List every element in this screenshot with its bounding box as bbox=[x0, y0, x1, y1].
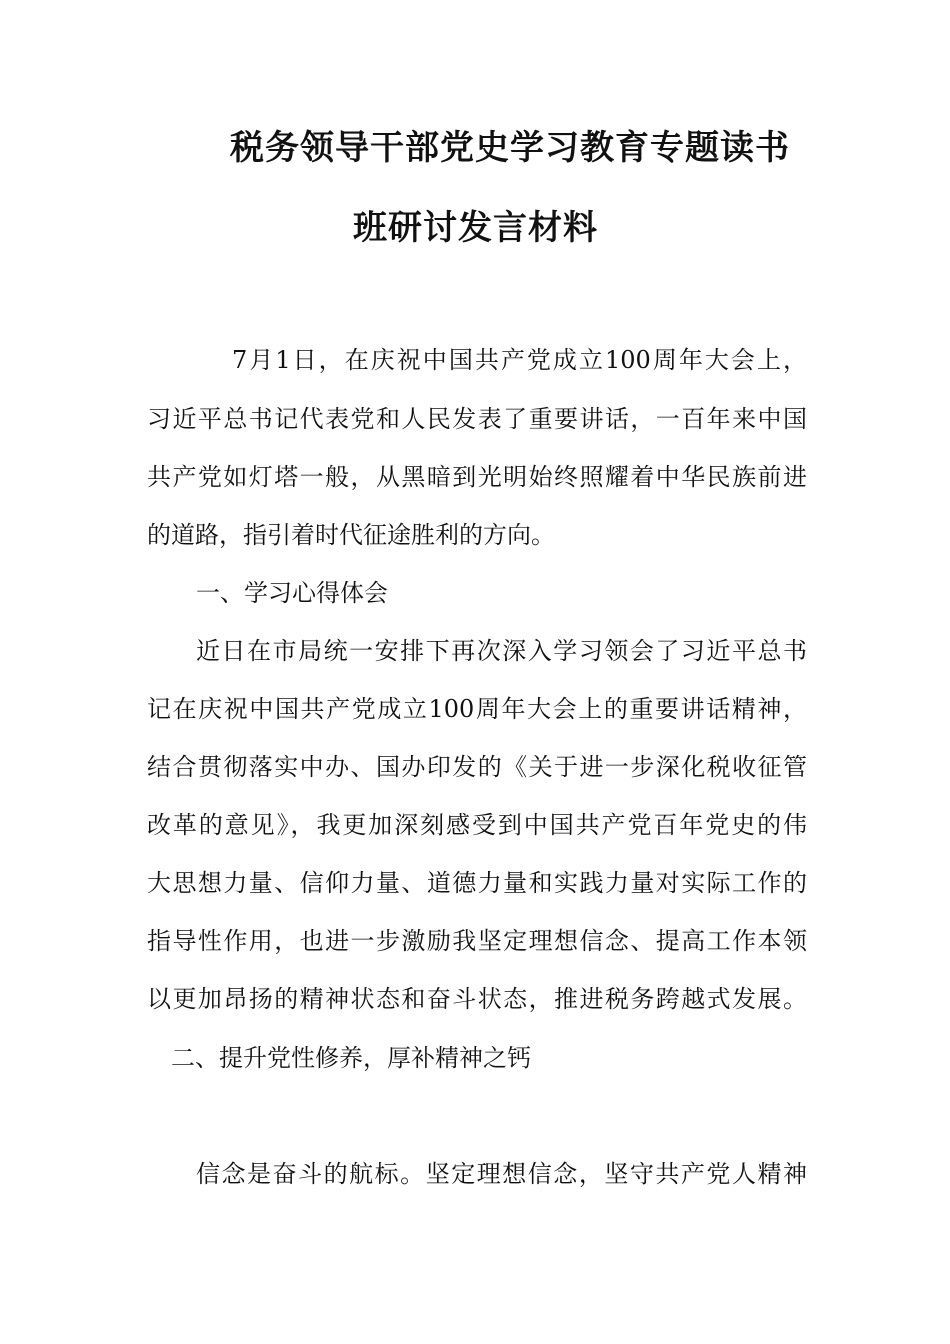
paragraph-2-line-6: 指导性作用，也进一步激励我坚定理想信念、提高工作本领 bbox=[147, 927, 807, 955]
document-title-line-2: 班研讨发言材料 bbox=[353, 208, 598, 248]
paragraph-1-line-2: 习近平总书记代表党和人民发表了重要讲话，一百年来中国 bbox=[147, 405, 807, 433]
paragraph-1-line-3: 共产党如灯塔一般，从黑暗到光明始终照耀着中华民族前进 bbox=[147, 463, 807, 491]
paragraph-2-line-3: 结合贯彻落实中办、国办印发的《关于进一步深化税收征管 bbox=[147, 753, 807, 781]
paragraph-2-line-1: 近日在市局统一安排下再次深入学习领会了习近平总书 bbox=[196, 637, 807, 665]
paragraph-2-line-2: 记在庆祝中国共产党成立100周年大会上的重要讲话精神， bbox=[147, 695, 807, 723]
document-title-line-1: 税务领导干部党史学习教育专题读书 bbox=[230, 128, 790, 168]
paragraph-3-line-1: 信念是奋斗的航标。坚定理想信念，坚守共产党人精神 bbox=[196, 1160, 807, 1188]
paragraph-2-line-7: 以更加昂扬的精神状态和奋斗状态，推进税务跨越式发展。 bbox=[147, 985, 807, 1013]
section-heading-1: 一、学习心得体会 bbox=[196, 579, 388, 607]
paragraph-1-line-4: 的道路，指引着时代征途胜利的方向。 bbox=[147, 521, 555, 549]
paragraph-2-line-5: 大思想力量、信仰力量、道德力量和实践力量对实际工作的 bbox=[147, 869, 807, 897]
section-heading-2: 二、提升党性修养，厚补精神之钙 bbox=[171, 1044, 531, 1072]
paragraph-1-line-1: 7月1日，在庆祝中国共产党成立100周年大会上， bbox=[232, 346, 807, 374]
paragraph-2-line-4: 改革的意见》，我更加深刻感受到中国共产党百年党史的伟 bbox=[147, 811, 807, 839]
